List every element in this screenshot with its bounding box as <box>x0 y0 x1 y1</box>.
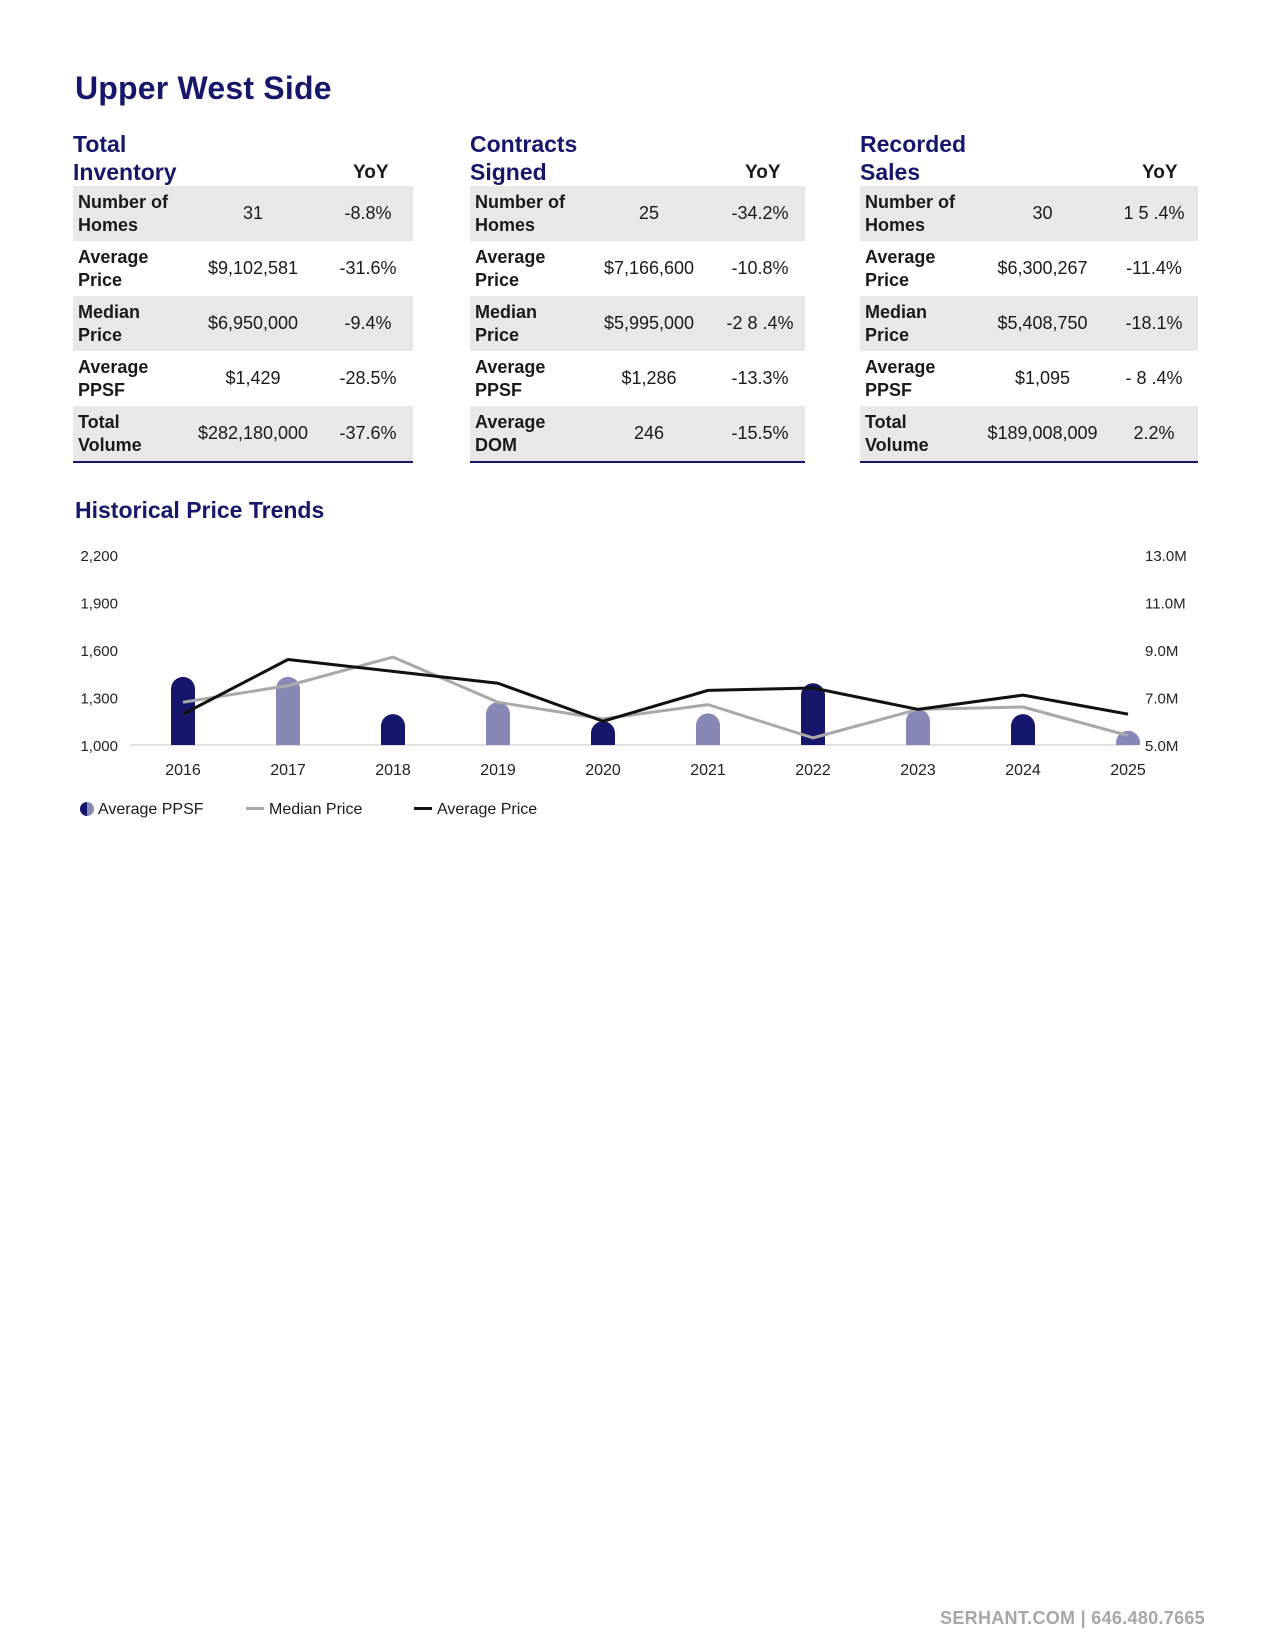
bar-average-ppsf <box>486 702 510 745</box>
row-label: Number of Homes <box>865 192 955 235</box>
left-axis-tick-label: 1,300 <box>80 690 118 708</box>
row-label: Average DOM <box>475 412 546 455</box>
table-row <box>73 296 413 351</box>
row-value: 246 <box>633 423 665 443</box>
row-yoy: -9.4% <box>344 313 392 333</box>
x-axis-tick-label: 2019 <box>480 762 516 779</box>
half-circle-swatch-icon <box>80 802 94 816</box>
row-yoy: -15.5% <box>731 423 789 443</box>
row-yoy: -10.8% <box>731 258 789 278</box>
table-row <box>860 406 1198 461</box>
row-value: $9,102,581 <box>207 258 299 278</box>
line-swatch-icon <box>246 807 264 810</box>
row-label: Total Volume <box>865 412 929 455</box>
row-yoy: -18.1% <box>1125 313 1183 333</box>
row-label: Number of Homes <box>78 192 168 235</box>
table-row <box>470 241 805 296</box>
table-row <box>470 406 805 461</box>
row-yoy: -34.2% <box>731 203 789 223</box>
legend-item-median-price: Median Price <box>246 798 362 822</box>
row-label: Number of Homes <box>475 192 565 235</box>
row-yoy: -31.6% <box>339 258 397 278</box>
row-yoy: 2.2% <box>1133 423 1175 443</box>
row-label: Average Price <box>78 247 149 290</box>
left-axis-tick-label: 1,000 <box>80 738 118 755</box>
x-axis-tick-label: 2020 <box>585 762 621 779</box>
row-value: $7,166,600 <box>603 258 695 278</box>
legend-item-average-ppsf: Average PPSF <box>80 798 204 822</box>
legend-item-average-price: Average Price <box>414 798 537 822</box>
table-row <box>73 186 413 241</box>
right-axis-tick-label: 5.0M <box>1145 738 1179 755</box>
chart-section-title: Historical Price Trends <box>75 497 325 523</box>
row-yoy: -37.6% <box>339 423 397 443</box>
x-axis-tick-label: 2021 <box>690 762 726 779</box>
x-axis-tick-label: 2017 <box>270 762 306 779</box>
table-row <box>860 351 1198 406</box>
yoy-header: YoY <box>745 162 781 183</box>
row-yoy: -2 8 .4% <box>726 313 794 333</box>
row-label: Median Price <box>865 302 928 345</box>
page-title: Upper West Side <box>75 70 332 106</box>
x-axis-tick-label: 2023 <box>900 762 936 779</box>
contracts-signed-panel <box>470 116 805 463</box>
bar-average-ppsf <box>696 713 720 745</box>
row-value: $5,995,000 <box>603 313 695 333</box>
row-yoy: -13.3% <box>731 368 789 388</box>
right-axis-tick-label: 13.0M <box>1145 548 1187 565</box>
footer-contact: SERHANT.COM | 646.480.7665 <box>940 1608 1205 1628</box>
left-axis-tick-label: 1,900 <box>80 595 118 613</box>
panel-title: Contracts Signed <box>470 131 578 185</box>
panel-title: Recorded Sales <box>860 131 967 185</box>
row-label: Average PPSF <box>78 357 149 400</box>
total-inventory-panel <box>73 116 413 463</box>
table-row <box>73 241 413 296</box>
row-yoy: -28.5% <box>339 368 397 388</box>
table-row <box>73 406 413 461</box>
row-value: $6,950,000 <box>207 313 299 333</box>
row-yoy: - 8 .4% <box>1125 368 1183 388</box>
row-yoy: -11.4% <box>1126 258 1182 278</box>
right-axis-tick-label: 11.0M <box>1145 595 1186 613</box>
left-axis-tick-label: 1,600 <box>80 643 118 660</box>
row-label: Total Volume <box>78 412 142 455</box>
bar-average-ppsf <box>381 714 405 745</box>
x-axis-tick-label: 2025 <box>1110 762 1146 779</box>
table-row <box>860 296 1198 351</box>
bar-average-ppsf <box>906 709 930 745</box>
row-value: $6,300,267 <box>997 258 1088 278</box>
panel-title: Total Inventory <box>73 131 177 185</box>
yoy-header: YoY <box>353 162 389 183</box>
stats-table <box>73 186 413 463</box>
historical-price-chart <box>60 535 1200 785</box>
row-value: 31 <box>242 203 264 223</box>
row-yoy: 1 5 .4% <box>1123 203 1185 223</box>
table-row <box>860 186 1198 241</box>
row-yoy: -8.8% <box>344 203 392 223</box>
x-axis-tick-label: 2016 <box>165 762 201 779</box>
x-axis-tick-label: 2024 <box>1005 762 1041 779</box>
table-row <box>470 296 805 351</box>
right-axis-tick-label: 9.0M <box>1145 643 1179 660</box>
table-row <box>860 241 1198 296</box>
row-label: Average Price <box>865 247 936 290</box>
x-axis-tick-label: 2022 <box>795 762 831 779</box>
row-value: $1,429 <box>225 368 281 388</box>
row-value: $1,286 <box>621 368 677 388</box>
row-value: $1,095 <box>1014 368 1071 388</box>
table-row <box>470 186 805 241</box>
stats-table <box>470 186 805 463</box>
row-label: Average PPSF <box>475 357 546 400</box>
row-value: $189,008,009 <box>987 423 1098 443</box>
table-row <box>73 351 413 406</box>
recorded-sales-panel <box>860 116 1198 463</box>
table-row <box>470 351 805 406</box>
row-value: $5,408,750 <box>997 313 1088 333</box>
yoy-header: YoY <box>1142 162 1178 183</box>
row-label: Average PPSF <box>865 357 936 400</box>
row-label: Median Price <box>475 302 538 345</box>
stats-table <box>860 186 1198 463</box>
left-axis-tick-label: 2,200 <box>80 548 118 565</box>
row-label: Average Price <box>475 247 546 290</box>
bar-average-ppsf <box>1011 714 1035 745</box>
row-value: 30 <box>1032 203 1053 223</box>
row-label: Median Price <box>78 302 141 345</box>
line-median-price <box>183 657 1128 738</box>
x-axis-tick-label: 2018 <box>375 762 411 779</box>
row-value: $282,180,000 <box>197 423 309 443</box>
row-value: 25 <box>638 203 660 223</box>
line-swatch-icon <box>414 807 432 810</box>
right-axis-tick-label: 7.0M <box>1145 690 1179 708</box>
bar-average-ppsf <box>591 721 615 745</box>
